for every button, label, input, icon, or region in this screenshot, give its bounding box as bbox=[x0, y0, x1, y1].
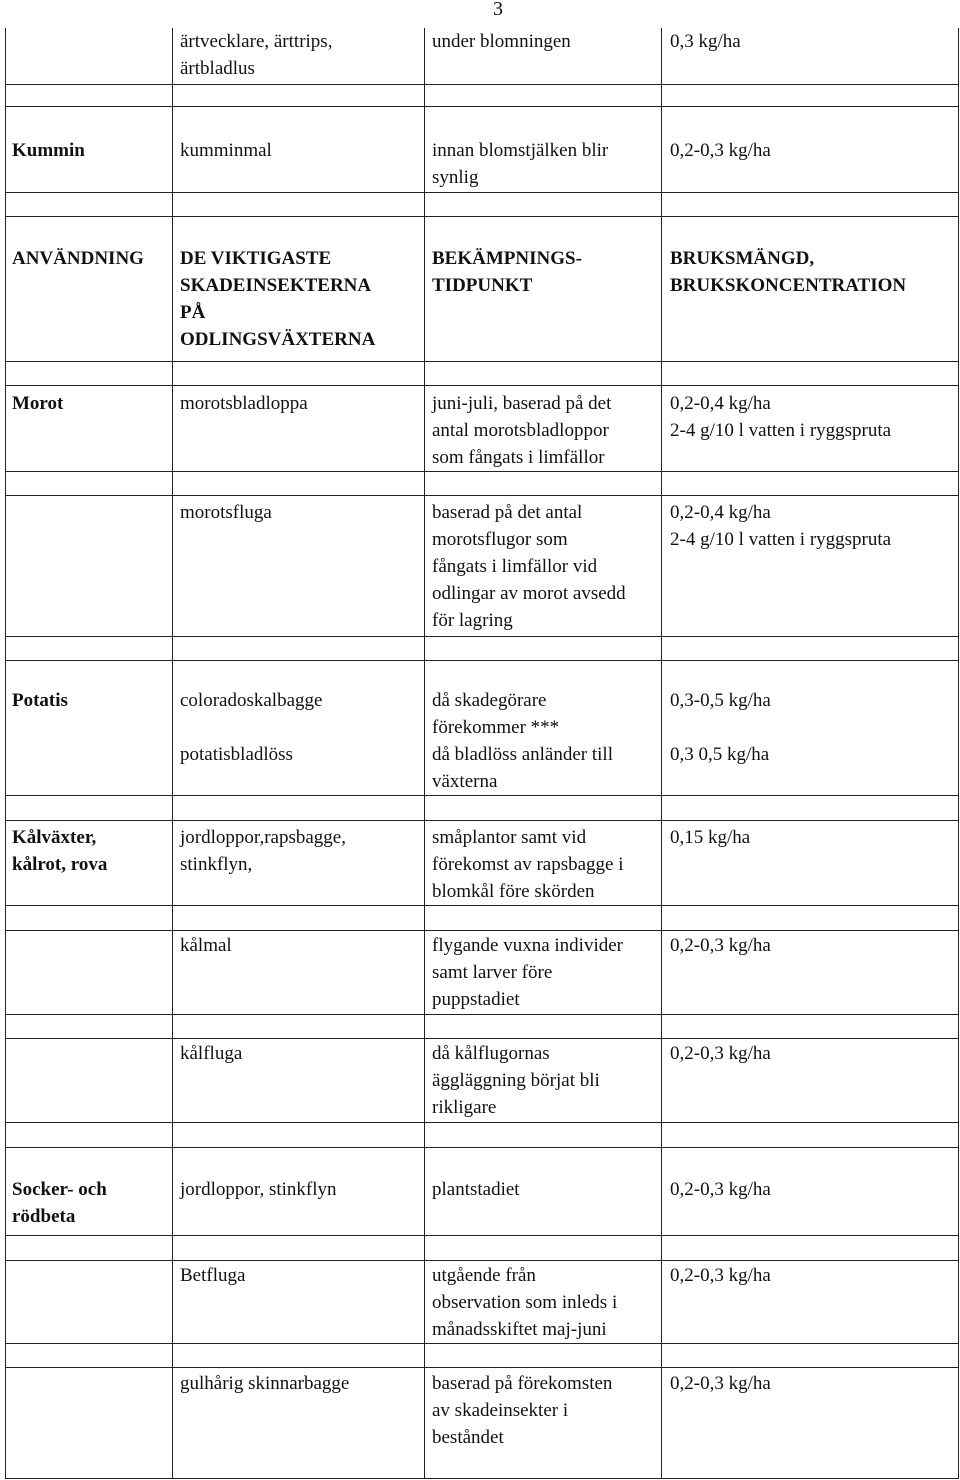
dose-cell: 0,2-0,4 kg/ha 2-4 g/10 l vatten i ryggspruta bbox=[670, 393, 892, 441]
column-divider bbox=[172, 28, 173, 1479]
timing-cell: baserad på förekomsten av skadeinsekter i beståndet bbox=[432, 1373, 613, 1448]
crop-cell: Socker- och rödbeta bbox=[12, 1179, 107, 1227]
row-divider bbox=[5, 1235, 958, 1236]
dose-cell: 0,3 0,5 kg/ha bbox=[670, 744, 770, 765]
pest-cell: jordloppor,rapsbagge, stinkflyn, bbox=[180, 827, 346, 875]
timing-cell: utgående från observation som inleds i månadsskiftet maj-juni bbox=[432, 1265, 618, 1340]
timing-cell: småplantor samt vid förekomst av rapsbagge i blomkål före skörden bbox=[432, 827, 624, 902]
pest-cell: potatisbladlöss bbox=[180, 744, 293, 765]
row-divider bbox=[5, 795, 958, 796]
pest-cell: DE VIKTIGASTE SKADEINSEKTERNA PÅ ODLINGSVÄXTERNA bbox=[180, 248, 376, 350]
row-divider bbox=[5, 216, 958, 217]
pest-cell: kålfluga bbox=[180, 1043, 243, 1064]
pest-cell: morotsbladloppa bbox=[180, 393, 308, 414]
dose-cell: 0,2-0,3 kg/ha bbox=[670, 935, 771, 956]
timing-cell: under blomningen bbox=[432, 31, 571, 52]
row-divider bbox=[5, 361, 958, 362]
crop-cell: Morot bbox=[12, 393, 64, 414]
row-divider bbox=[5, 385, 958, 386]
row-divider bbox=[5, 471, 958, 472]
pest-cell: morotsfluga bbox=[180, 502, 272, 523]
pest-cell: kålmal bbox=[180, 935, 232, 956]
timing-cell: då kålflugornas äggläggning börjat bli rikligare bbox=[432, 1043, 600, 1118]
crop-cell: Kålväxter, kålrot, rova bbox=[12, 827, 108, 875]
timing-cell: juni-juli, baserad på det antal morotsbladloppor som fångats i limfällor bbox=[432, 393, 612, 468]
row-divider bbox=[5, 1014, 958, 1015]
row-divider bbox=[5, 1260, 958, 1261]
dose-cell: 0,3 kg/ha bbox=[670, 31, 741, 52]
row-divider bbox=[5, 1147, 958, 1148]
dose-cell: BRUKSMÄNGD, BRUKSKONCENTRATION bbox=[670, 248, 907, 296]
crop-cell: Potatis bbox=[12, 690, 68, 711]
timing-cell: plantstadiet bbox=[432, 1179, 520, 1200]
timing-cell: BEKÄMPNINGS- TIDPUNKT bbox=[432, 248, 582, 296]
timing-cell: baserad på det antal morotsflugor som fångats i limfällor vid odlingar av morot avsedd för lagring bbox=[432, 502, 626, 631]
row-divider bbox=[5, 106, 958, 107]
pest-cell: Betfluga bbox=[180, 1265, 246, 1286]
pest-cell: coloradoskalbagge bbox=[180, 690, 323, 711]
crop-cell: Kummin bbox=[12, 140, 85, 161]
row-divider bbox=[5, 84, 958, 85]
row-divider bbox=[5, 1343, 958, 1344]
dose-cell: 0,3-0,5 kg/ha bbox=[670, 690, 771, 711]
column-divider bbox=[5, 28, 6, 1479]
dose-cell: 0,15 kg/ha bbox=[670, 827, 751, 848]
row-divider bbox=[5, 1478, 958, 1479]
row-divider bbox=[5, 192, 958, 193]
timing-cell: flygande vuxna individer samt larver före puppstadiet bbox=[432, 935, 624, 1010]
dose-cell: 0,2-0,3 kg/ha bbox=[670, 1179, 771, 1200]
page-number: 3 bbox=[493, 0, 503, 20]
dose-cell: 0,2-0,3 kg/ha bbox=[670, 140, 771, 161]
timing-cell: då skadegörare förekommer *** bbox=[432, 690, 560, 738]
pest-cell: gulhårig skinnarbagge bbox=[180, 1373, 350, 1394]
row-divider bbox=[5, 1038, 958, 1039]
timing-cell: då bladlöss anländer till växterna bbox=[432, 744, 613, 792]
row-divider bbox=[5, 1122, 958, 1123]
timing-cell: innan blomstjälken blir synlig bbox=[432, 140, 609, 188]
row-divider bbox=[5, 930, 958, 931]
row-divider bbox=[5, 820, 958, 821]
crop-cell: ANVÄNDNING bbox=[12, 248, 144, 269]
dose-cell: 0,2-0,3 kg/ha bbox=[670, 1373, 771, 1394]
column-divider bbox=[424, 28, 425, 1479]
row-divider bbox=[5, 495, 958, 496]
dose-cell: 0,2-0,3 kg/ha bbox=[670, 1043, 771, 1064]
column-divider bbox=[958, 28, 959, 1479]
row-divider bbox=[5, 1367, 958, 1368]
row-divider bbox=[5, 636, 958, 637]
dose-cell: 0,2-0,3 kg/ha bbox=[670, 1265, 771, 1286]
dose-cell: 0,2-0,4 kg/ha 2-4 g/10 l vatten i ryggspruta bbox=[670, 502, 892, 550]
column-divider bbox=[661, 28, 662, 1479]
row-divider bbox=[5, 905, 958, 906]
row-divider bbox=[5, 660, 958, 661]
pest-cell: jordloppor, stinkflyn bbox=[180, 1179, 337, 1200]
pest-cell: ärtvecklare, ärttrips, ärtbladlus bbox=[180, 31, 333, 79]
pest-cell: kumminmal bbox=[180, 140, 272, 161]
